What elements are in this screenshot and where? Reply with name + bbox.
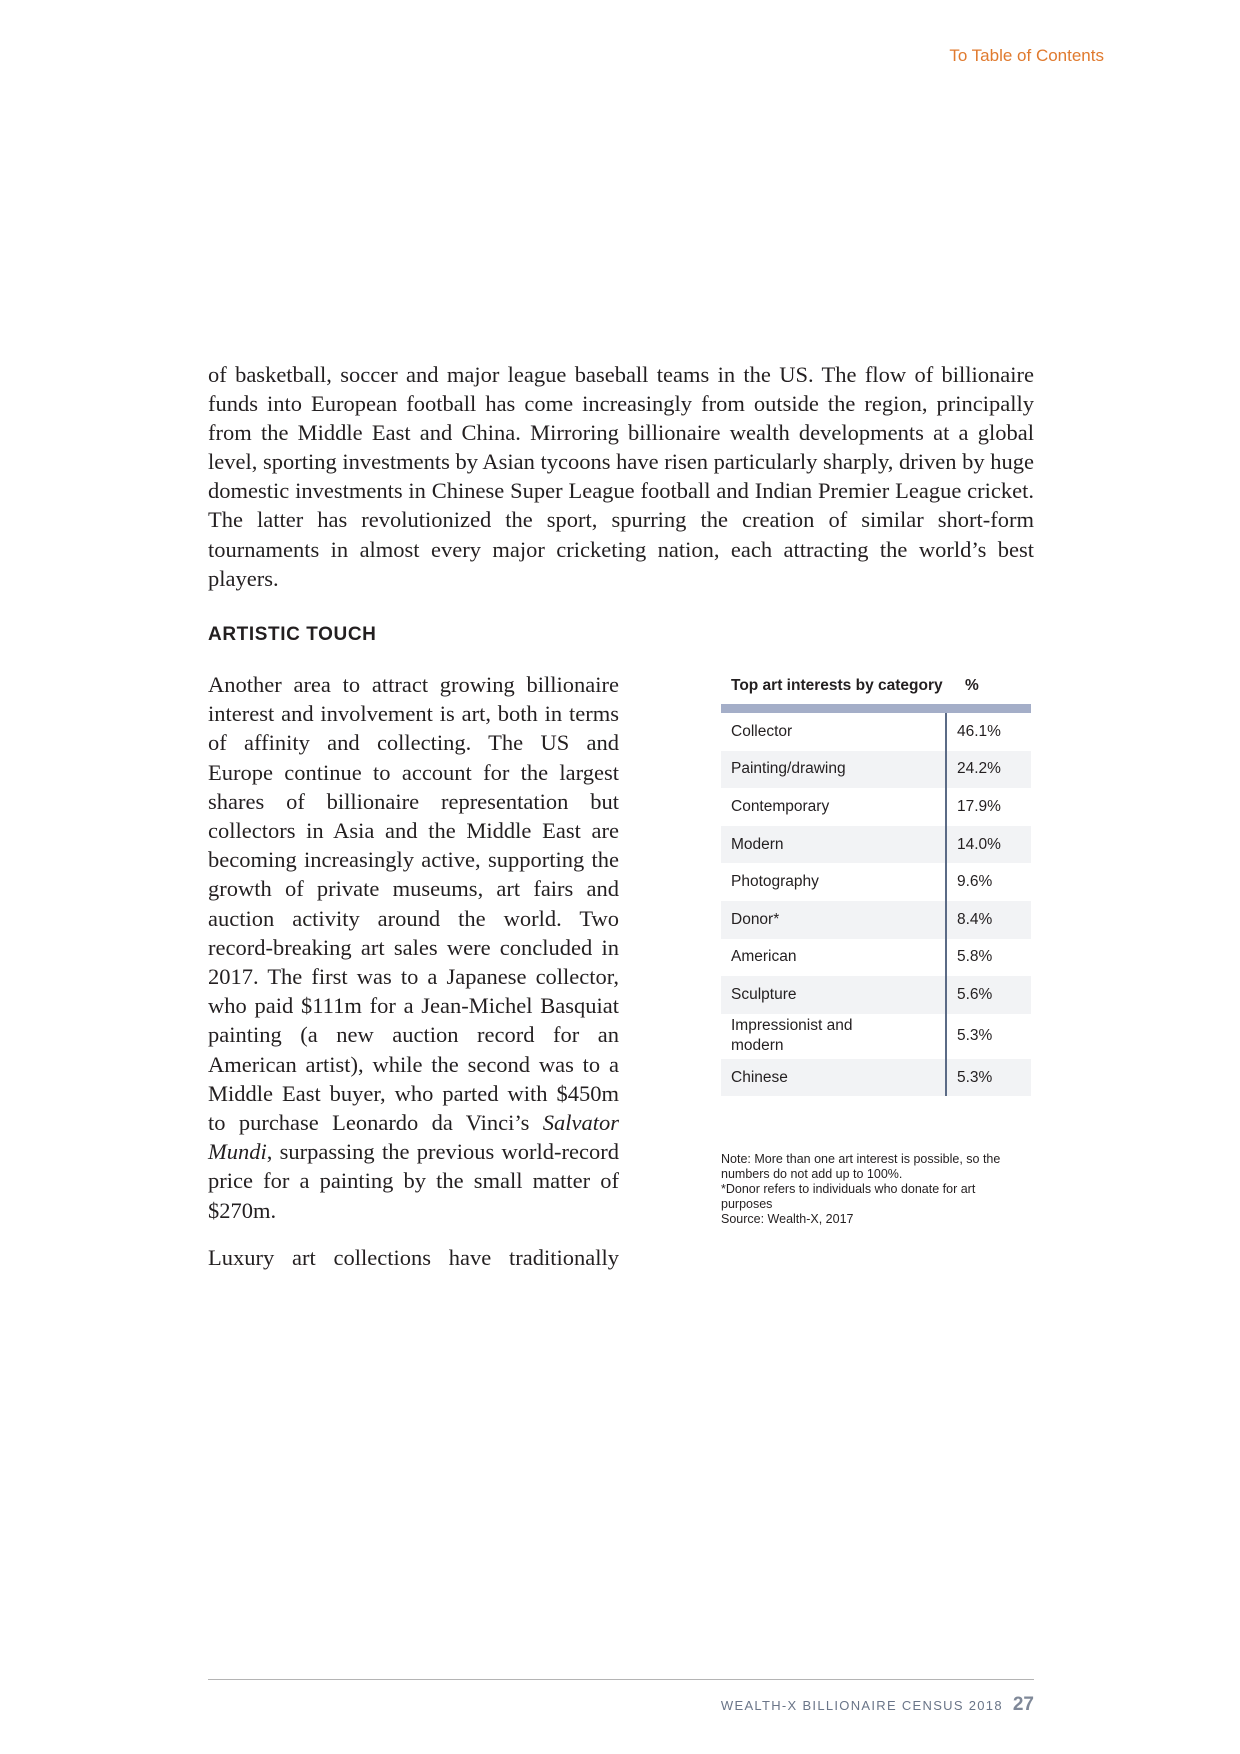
table-row — [721, 788, 1031, 826]
row-percent: 5.8% — [945, 939, 1031, 977]
row-percent: 5.3% — [945, 1059, 1031, 1097]
row-category: American — [731, 948, 797, 966]
row-category: Photography — [731, 873, 819, 891]
table-row — [721, 826, 1031, 864]
article-paragraph: Luxury art collections have traditionally — [208, 1244, 619, 1270]
publication-name: WEALTH-X BILLIONAIRE CENSUS 2018 — [720, 1698, 1003, 1713]
table-header-percent: % — [965, 677, 979, 694]
row-category: Painting/drawing — [731, 760, 846, 778]
lead-paragraph: of basketball, soccer and major league baseball teams in the US. The flow of billionaire funds into European football has come increasingly from outside the region, principally from the Middle East and China. Mirroring billionaire wealth developments at a global level, sporting investments by Asian tycoons have risen particularly sharply, driven by huge domestic investments in Chinese Super League football and Indian Premier League cricket. The latter has revolutionized the sport, spurring the creation of similar short-form tournaments in almost every major cricketing nation, each attracting the world’s best players. — [208, 362, 1034, 591]
article-paragraph — [208, 670, 619, 1225]
table-row — [721, 713, 1031, 751]
table-note: Note: More than one art interest is possible, so the numbers do not add up to 100%. — [721, 1152, 1001, 1181]
row-percent: 24.2% — [945, 751, 1031, 789]
row-category: Collector — [731, 722, 793, 740]
row-percent: 9.6% — [945, 863, 1031, 901]
row-category: Chinese — [731, 1068, 788, 1086]
table-row — [721, 1014, 1031, 1059]
table-row — [721, 751, 1031, 789]
footer-divider — [208, 1679, 1034, 1680]
table-row — [721, 901, 1031, 939]
table-header-category: Top art interests by category — [731, 677, 943, 694]
row-percent: 14.0% — [945, 826, 1031, 864]
row-percent: 46.1% — [945, 713, 1031, 751]
table-row — [721, 939, 1031, 977]
table-row — [721, 863, 1031, 901]
artwork-title: Salvator Mundi — [208, 1110, 619, 1165]
article-column — [208, 670, 619, 1290]
table-notes — [721, 1152, 1021, 1227]
table-row — [721, 1059, 1031, 1097]
row-category: Impressionist and modern — [731, 1017, 853, 1055]
row-percent: 8.4% — [945, 901, 1031, 939]
row-category: Sculpture — [731, 985, 797, 1003]
section-heading: ARTISTIC TOUCH — [208, 624, 377, 645]
page-number: 27 — [1012, 1694, 1034, 1715]
article-text: , surpassing the previous world-record price for a painting by the small matter of $270m. — [208, 1139, 619, 1223]
row-percent: 5.6% — [945, 976, 1031, 1014]
table-of-contents-link[interactable]: To Table of Contents — [949, 46, 1104, 65]
row-category: Contemporary — [731, 797, 830, 815]
row-category: Donor* — [731, 910, 780, 928]
source-note: Source: Wealth-X, 2017 — [721, 1212, 854, 1226]
art-interests-table — [721, 656, 1031, 1096]
article-text: Another area to attract growing billionaire interest and involvement is art, both in terms of affinity and collecting. The US and Europe continue to account for the largest shares of billionaire representation but collectors in Asia and the Middle East are becoming increasingly active, supporting the growth of private museums, art fairs and auction activity around the world. Two record-breaking art sales were concluded in 2017. The first was to a Japanese collector, who paid $111m for a Jean-Michel Basquiat painting (a new auction record for an American artist), while the second was to a Middle East buyer, who parted with $450m to purchase Leonardo da Vinci’s — [208, 672, 619, 1136]
table-header — [721, 656, 1031, 713]
row-percent: 17.9% — [945, 788, 1031, 826]
row-percent: 5.3% — [945, 1014, 1031, 1059]
row-category: Modern — [731, 835, 784, 853]
donor-footnote: *Donor refers to individuals who donate for art purposes — [721, 1182, 976, 1211]
page-footer — [721, 1694, 1034, 1716]
table-row — [721, 976, 1031, 1014]
